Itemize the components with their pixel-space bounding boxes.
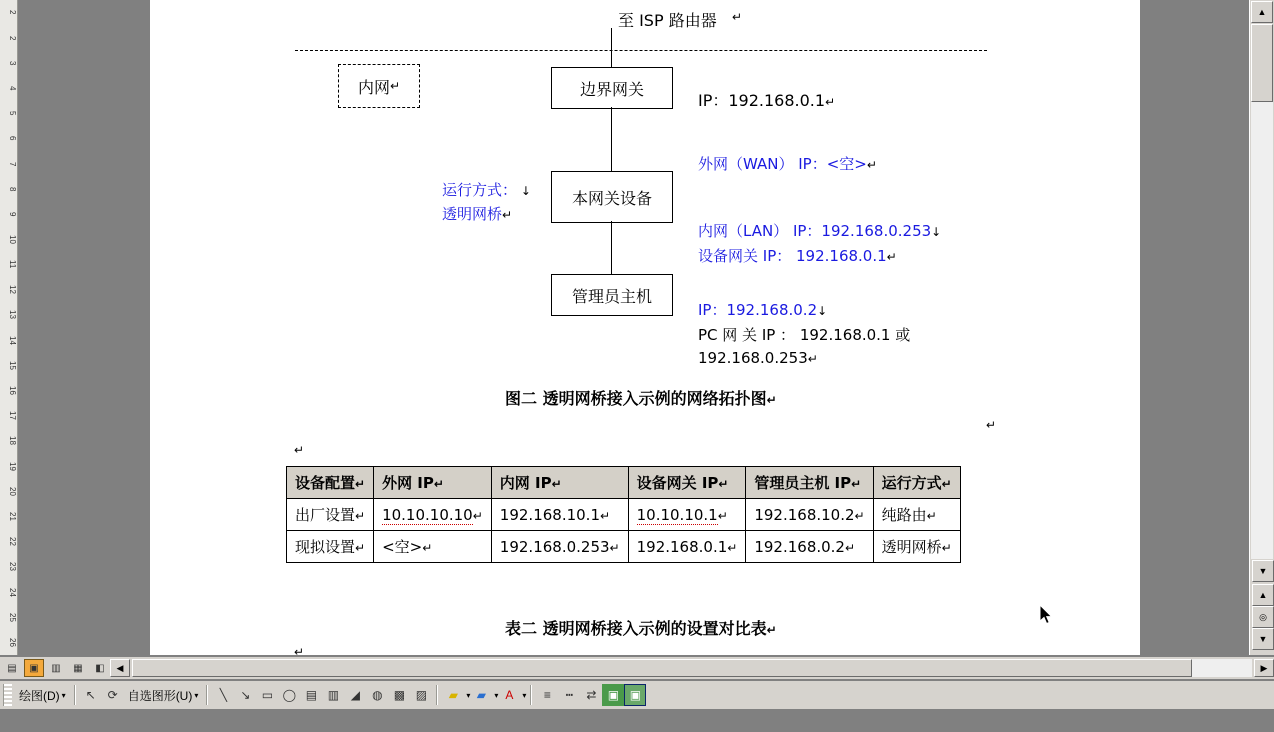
toolbar-separator — [530, 685, 532, 705]
cell-row0-run-mode: 纯路由↵ — [873, 499, 960, 531]
wan-label: 外网（WAN） IP：<空>↵ — [698, 155, 877, 173]
draw-menu-button[interactable] — [15, 683, 70, 707]
diagram-top-label: 至 ISP 路由器 — [618, 11, 717, 30]
node-local-gateway-device — [551, 171, 673, 223]
connector-device-to-admin — [611, 221, 612, 274]
mode-label-line2: 透明网桥↵ — [442, 205, 513, 223]
node-border-gateway — [551, 67, 673, 109]
cell-row1-wan-ip: <空>↵ — [374, 531, 492, 563]
vertical-scrollbar[interactable] — [1249, 0, 1274, 655]
line-icon[interactable]: ╲ — [219, 688, 227, 702]
font-color-icon[interactable]: A — [505, 688, 514, 702]
pc-gateway-line1: PC 网 关 IP ： 192.168.0.1 或 — [698, 326, 911, 344]
connector-border-to-device — [611, 107, 612, 171]
ruler-tick: 18 — [8, 436, 17, 446]
scrollbar-thumb[interactable] — [1251, 24, 1273, 102]
ruler-tick: 2 — [8, 35, 17, 40]
backbone-dashed-line — [295, 50, 987, 51]
vertical-text-box-icon[interactable]: ▥ — [327, 688, 340, 702]
border-gateway-ip-label: IP：192.168.0.1↵ — [698, 91, 836, 110]
chevron-down-icon: ▾ — [61, 690, 66, 700]
free-rotate-icon[interactable]: ⟳ — [107, 688, 118, 702]
draw-menu-label: 绘图(D) — [19, 688, 60, 703]
pilcrow-mark-2: ↵ — [986, 418, 997, 432]
ruler-tick: 5 — [8, 111, 17, 116]
diagram-icon[interactable]: ◍ — [372, 688, 383, 702]
cell-row1-admin-host-ip: 192.168.0.2↵ — [746, 531, 873, 563]
cell-row0-label: 出厂设置↵ — [287, 499, 374, 531]
chevron-down-icon[interactable]: ▾ — [466, 690, 471, 700]
arrow-icon[interactable]: ↘ — [240, 688, 251, 702]
th-device-config: 设备配置↵ — [287, 467, 374, 499]
document-page[interactable] — [150, 0, 1140, 655]
th-admin-host-ip: 管理员主机 IP↵ — [746, 467, 873, 499]
lan-label: 内网（LAN） IP：192.168.0.253↓ — [698, 222, 942, 240]
ruler-tick: 25 — [8, 612, 17, 622]
ruler-tick: 24 — [8, 587, 17, 597]
chevron-down-icon[interactable]: ▾ — [522, 690, 527, 700]
cell-row1-device-gateway-ip: 192.168.0.1↵ — [628, 531, 746, 563]
ruler-tick: 20 — [8, 486, 17, 496]
fill-color-icon[interactable]: ▰ — [448, 688, 458, 702]
scrollbar-track[interactable] — [1251, 102, 1273, 559]
select-objects-icon[interactable]: ↖ — [85, 688, 96, 702]
view-button-outline[interactable]: ▦ — [73, 662, 83, 674]
pilcrow-mark-3: ↵ — [294, 443, 305, 457]
select-browse-object-button[interactable]: ◎ — [1252, 606, 1274, 628]
scroll-up-button[interactable]: ▲ — [1251, 1, 1273, 23]
device-gateway-label: 设备网关 IP： 192.168.0.1↵ — [698, 247, 897, 265]
line-color-icon[interactable]: ▰ — [476, 688, 486, 702]
connector-backbone-to-border — [611, 50, 612, 67]
previous-page-button[interactable]: ▲ — [1252, 584, 1274, 606]
table-header-row — [287, 467, 961, 499]
page-gutter-right — [1140, 0, 1250, 655]
wordart-icon[interactable]: ◢ — [350, 688, 360, 702]
ruler-tick: 8 — [8, 186, 17, 192]
ruler-tick: 21 — [8, 511, 17, 521]
scroll-right-button[interactable]: ▶ — [1254, 659, 1274, 677]
view-button-normal[interactable]: ▤ — [7, 662, 17, 674]
cell-row1-label: 现拟设置↵ — [287, 531, 374, 563]
autoshapes-menu-button[interactable] — [124, 683, 203, 707]
node-border-gateway-label: 边界网关 — [579, 79, 644, 99]
connector-isp-to-backbone — [611, 28, 612, 50]
node-admin-host-label: 管理员主机 — [571, 286, 652, 306]
insert-picture-icon[interactable]: ▨ — [415, 688, 428, 702]
shadow-style-icon[interactable]: ▣ — [602, 684, 624, 706]
view-button-web-layout[interactable]: ▣ — [24, 659, 44, 677]
ruler-tick: 26 — [8, 637, 17, 647]
node-local-gateway-device-label: 本网关设备 — [571, 188, 652, 208]
ruler-tick: 23 — [8, 562, 17, 572]
toolbar-grip[interactable] — [3, 684, 12, 706]
ruler-tick: 10 — [8, 234, 17, 244]
comparison-table — [286, 466, 961, 563]
chevron-down-icon: ▾ — [194, 690, 199, 700]
toolbar-separator — [74, 685, 76, 705]
chevron-down-icon[interactable]: ▾ — [494, 690, 499, 700]
rectangle-icon[interactable]: ▭ — [261, 688, 274, 702]
th-wan-ip: 外网 IP↵ — [374, 467, 492, 499]
table-row — [287, 531, 961, 563]
dash-style-icon[interactable]: ┅ — [565, 688, 574, 702]
horizontal-scrollbar-thumb[interactable] — [132, 659, 1192, 677]
cell-row1-run-mode: 透明网桥↵ — [873, 531, 960, 563]
ruler-tick: 17 — [8, 411, 17, 421]
pilcrow-mark: ↵ — [732, 10, 743, 24]
oval-icon[interactable]: ◯ — [282, 688, 297, 702]
table-row — [287, 499, 961, 531]
scroll-left-button[interactable]: ◀ — [110, 659, 130, 677]
ruler-tick: 14 — [8, 335, 17, 345]
mode-label-line1: 运行方式： ↓ — [442, 181, 531, 199]
clip-art-icon[interactable]: ▩ — [393, 688, 406, 702]
ruler-tick: 12 — [8, 285, 17, 295]
view-button-print-layout[interactable]: ▥ — [51, 662, 61, 674]
horizontal-scrollbar-track[interactable] — [132, 659, 1252, 677]
cell-row0-device-gateway-ip: 10.10.10.1↵ — [628, 499, 746, 531]
toolbar-separator — [436, 685, 438, 705]
pc-gateway-line2: 192.168.0.253↵ — [698, 349, 818, 367]
ruler-tick: 15 — [8, 360, 17, 370]
text-box-icon[interactable]: ▤ — [305, 688, 318, 702]
page-gutter-left — [18, 0, 150, 655]
3d-style-icon[interactable]: ▣ — [624, 684, 646, 706]
admin-ip-label: IP：192.168.0.2↓ — [698, 301, 828, 319]
pilcrow-mark-4: ↵ — [294, 645, 305, 655]
ruler-tick: 9 — [8, 211, 17, 217]
ruler-marks — [0, 0, 18, 655]
ruler-tick: 3 — [8, 60, 17, 66]
scroll-down-button[interactable]: ▼ — [1252, 560, 1274, 582]
toolbar-separator — [206, 685, 208, 705]
th-run-mode: 运行方式↵ — [873, 467, 960, 499]
drawing-toolbar[interactable] — [0, 681, 1274, 709]
table-caption: 表二 透明网桥接入示例的设置对比表↵ — [505, 619, 777, 638]
cell-row0-admin-host-ip: 192.168.10.2↵ — [746, 499, 873, 531]
ruler-tick: 2 — [8, 10, 17, 15]
vertical-ruler[interactable] — [0, 0, 18, 655]
th-device-gateway-ip: 设备网关 IP↵ — [628, 467, 746, 499]
node-intranet: 内网 ↵ — [338, 64, 420, 108]
node-admin-host — [551, 274, 673, 316]
ruler-tick: 4 — [8, 85, 17, 91]
ruler-tick: 7 — [8, 161, 17, 166]
next-page-button[interactable]: ▼ — [1252, 628, 1274, 650]
ruler-tick: 19 — [8, 461, 17, 471]
ruler-tick: 11 — [8, 260, 17, 269]
diagram-caption: 图二 透明网桥接入示例的网络拓扑图↵ — [505, 389, 777, 408]
node-intranet-label: 内网 — [357, 77, 390, 97]
ruler-tick: 22 — [8, 537, 17, 547]
horizontal-scrollbar-bar[interactable] — [0, 657, 1274, 679]
ruler-tick: 16 — [8, 386, 17, 395]
autoshapes-label: 自选图形(U) — [127, 688, 193, 703]
ruler-tick: 6 — [8, 136, 17, 141]
th-lan-ip: 内网 IP↵ — [491, 467, 628, 499]
ruler-tick: 13 — [8, 310, 17, 320]
cell-row1-lan-ip: 192.168.0.253↵ — [491, 531, 628, 563]
line-style-icon[interactable]: ≡ — [543, 688, 551, 702]
arrow-style-icon[interactable]: ⇄ — [586, 688, 597, 702]
cell-row0-wan-ip: 10.10.10.10↵ — [374, 499, 492, 531]
view-button-reading[interactable]: ◧ — [95, 662, 105, 674]
cell-row0-lan-ip: 192.168.10.1↵ — [491, 499, 628, 531]
